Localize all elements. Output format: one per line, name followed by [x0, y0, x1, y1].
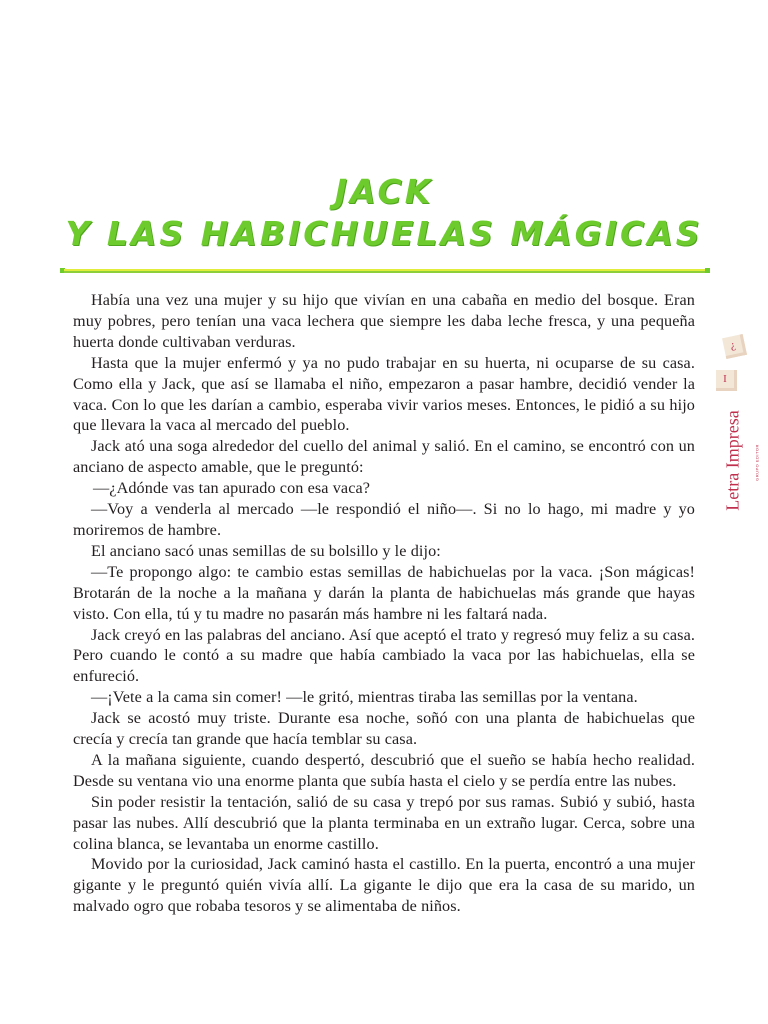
publisher-name: Letra Impresa: [722, 410, 743, 511]
title-divider: [60, 268, 710, 276]
paragraph: Jack creyó en las palabras del anciano. Así que aceptó el trato y regresó muy feliz a su casa. Pero cuando le contó a su madre que había cambiado la vaca por las habichuelas, ella se enfureció.: [73, 625, 695, 686]
divider-right-dot: [705, 268, 710, 273]
dialog-line: —Te propongo algo: te cambio estas semillas de habichuelas por la vaca. ¡Son mágicas! Brotarán de la noche a la mañana y darán la planta de habichuelas más grande que hayas visto. Con ella, tú y tu madre no pasarán más hambre ni les faltará nada.: [73, 562, 695, 623]
paragraph: El anciano sacó unas semillas de su bolsillo y le dijo:: [91, 541, 441, 560]
paragraph: Jack ató una soga alrededor del cuello del animal y salió. En el camino, se encontró con un anciano de aspecto amable, que le preguntó:: [73, 437, 695, 477]
paragraph: Sin poder resistir la tentación, salió de su casa y trepó por sus ramas. Subió y subió, hasta pasar las nubes. Allí descubrió que la planta terminaba en un extraño lugar. Cerca, sobre una colina blanca, se levantaba un enorme castillo.: [73, 792, 695, 853]
story-body: [73, 290, 695, 917]
paragraph: Jack se acostó muy triste. Durante esa noche, soñó con una planta de habichuelas que crecía y crecía tan grande que hacía temblar su casa.: [73, 709, 695, 749]
logo-cube-icon: I: [716, 370, 737, 391]
publisher-subtitle: GRUPO EDITOR: [754, 444, 760, 481]
dialog-line: —¡Vete a la cama sin comer! —le gritó, mientras tiraba las semillas por la ventana.: [91, 688, 638, 707]
dialog-line: —¿Adónde vas tan apurado con esa vaca?: [93, 479, 371, 498]
logo-cube-icon: ¿: [722, 334, 747, 359]
story-title: [0, 168, 768, 258]
publisher-logo: [712, 330, 760, 530]
title-line-2: Y LAS HABICHUELAS MÁGICAS: [65, 214, 703, 253]
paragraph: Había una vez una mujer y su hijo que vivían en una cabaña en medio del bosque. Eran muy pobres, pero tenían una vaca lechera que siempre les daba leche fresca, y una pequeña huerta donde cultivaban verduras.: [73, 291, 695, 351]
paragraph: Movido por la curiosidad, Jack caminó hasta el castillo. En la puerta, encontró a una mujer gigante y le preguntó quién vivía allí. La gigante le dijo que era la casa de su marido, un malvado ogro que robaba tesoros y se alimentaba de niños.: [73, 855, 695, 916]
paragraph: A la mañana siguiente, cuando despertó, descubrió que el sueño se había hecho realidad. Desde su ventana vio una enorme planta que subía hasta el cielo y se perdía entre las nubes.: [73, 750, 695, 790]
paragraph: Hasta que la mujer enfermó y ya no pudo trabajar en su huerta, ni ocuparse de su casa. Como ella y Jack, que así se llamaba el niño, empezaron a pasar hambre, decidió vender la vaca. Con lo que les darían a cambio, esperaba vivir varios meses. Entonces, le pidió a su hijo que llevara la vaca al mercado del pueblo.: [73, 353, 695, 435]
title-line-1: JACK: [334, 172, 434, 211]
dialog-line: —Voy a venderla al mercado —le respondió el niño—. Si no lo hago, mi madre y yo moriremos de hambre.: [73, 500, 695, 539]
